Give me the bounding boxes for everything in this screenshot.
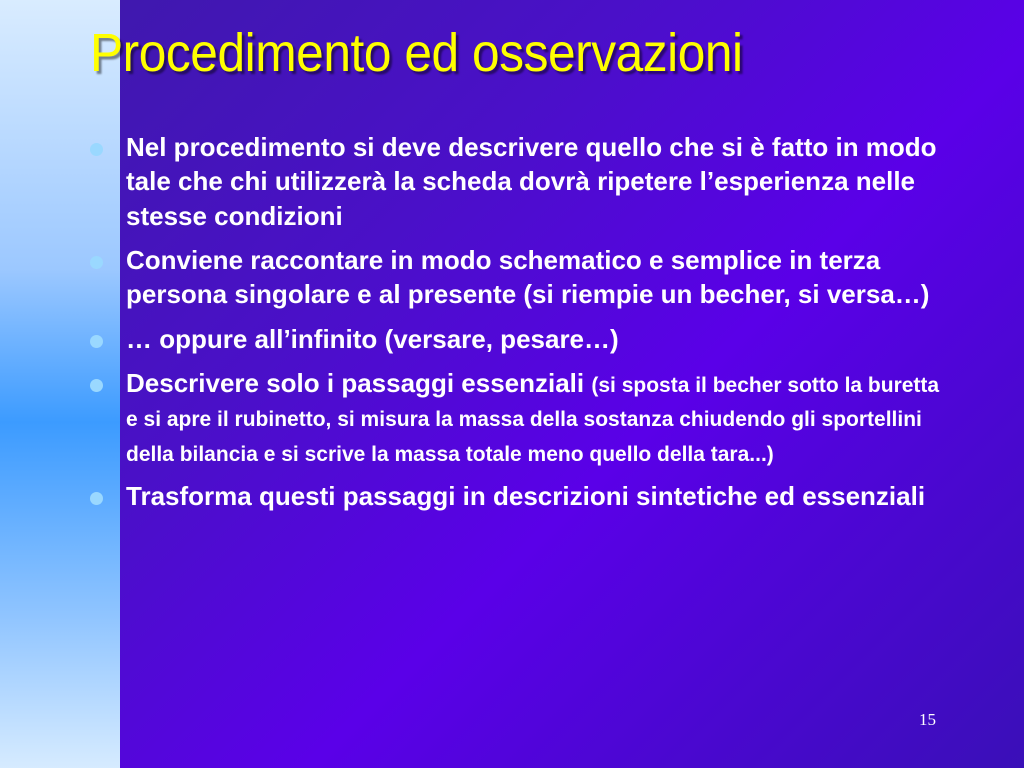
bullet-item — [90, 479, 950, 513]
bullet-dot-icon — [90, 256, 103, 269]
bullet-note: (si sposta il becher sotto la buretta e si apre il rubinetto, si misura la massa della sostanza chiudendo gli sportellini della bilancia e si scrive la massa totale meno quello della tara...) — [126, 373, 940, 466]
bullet-text: Descrivere solo i passaggi essenziali — [126, 367, 585, 398]
bullet-text: Trasforma questi passaggi in descrizioni sintetiche ed essenziali — [126, 480, 926, 511]
bullet-dot-icon — [90, 379, 103, 392]
bullet-text: Conviene raccontare in modo schematico e semplice in terza persona singolare e al presente (si riempie un becher, si versa…) — [126, 244, 930, 310]
bullet-dot-icon — [90, 143, 103, 156]
bullet-item — [90, 322, 950, 356]
bullet-text: … oppure all’infinito (versare, pesare…) — [126, 323, 619, 354]
bullet-item — [90, 243, 950, 312]
bullet-item — [90, 130, 950, 233]
bullet-text: Nel procedimento si deve descrivere quello che si è fatto in modo tale che chi utilizzerà la scheda dovrà ripetere l’esperienza nelle stesse condizioni — [126, 132, 937, 231]
bullet-item — [90, 366, 950, 469]
slide-title: Procedimento ed osservazioni — [90, 23, 743, 83]
bullet-dot-icon — [90, 335, 103, 348]
bullet-list — [90, 130, 950, 523]
bullet-dot-icon — [90, 492, 103, 505]
page-number: 15 — [919, 710, 936, 729]
